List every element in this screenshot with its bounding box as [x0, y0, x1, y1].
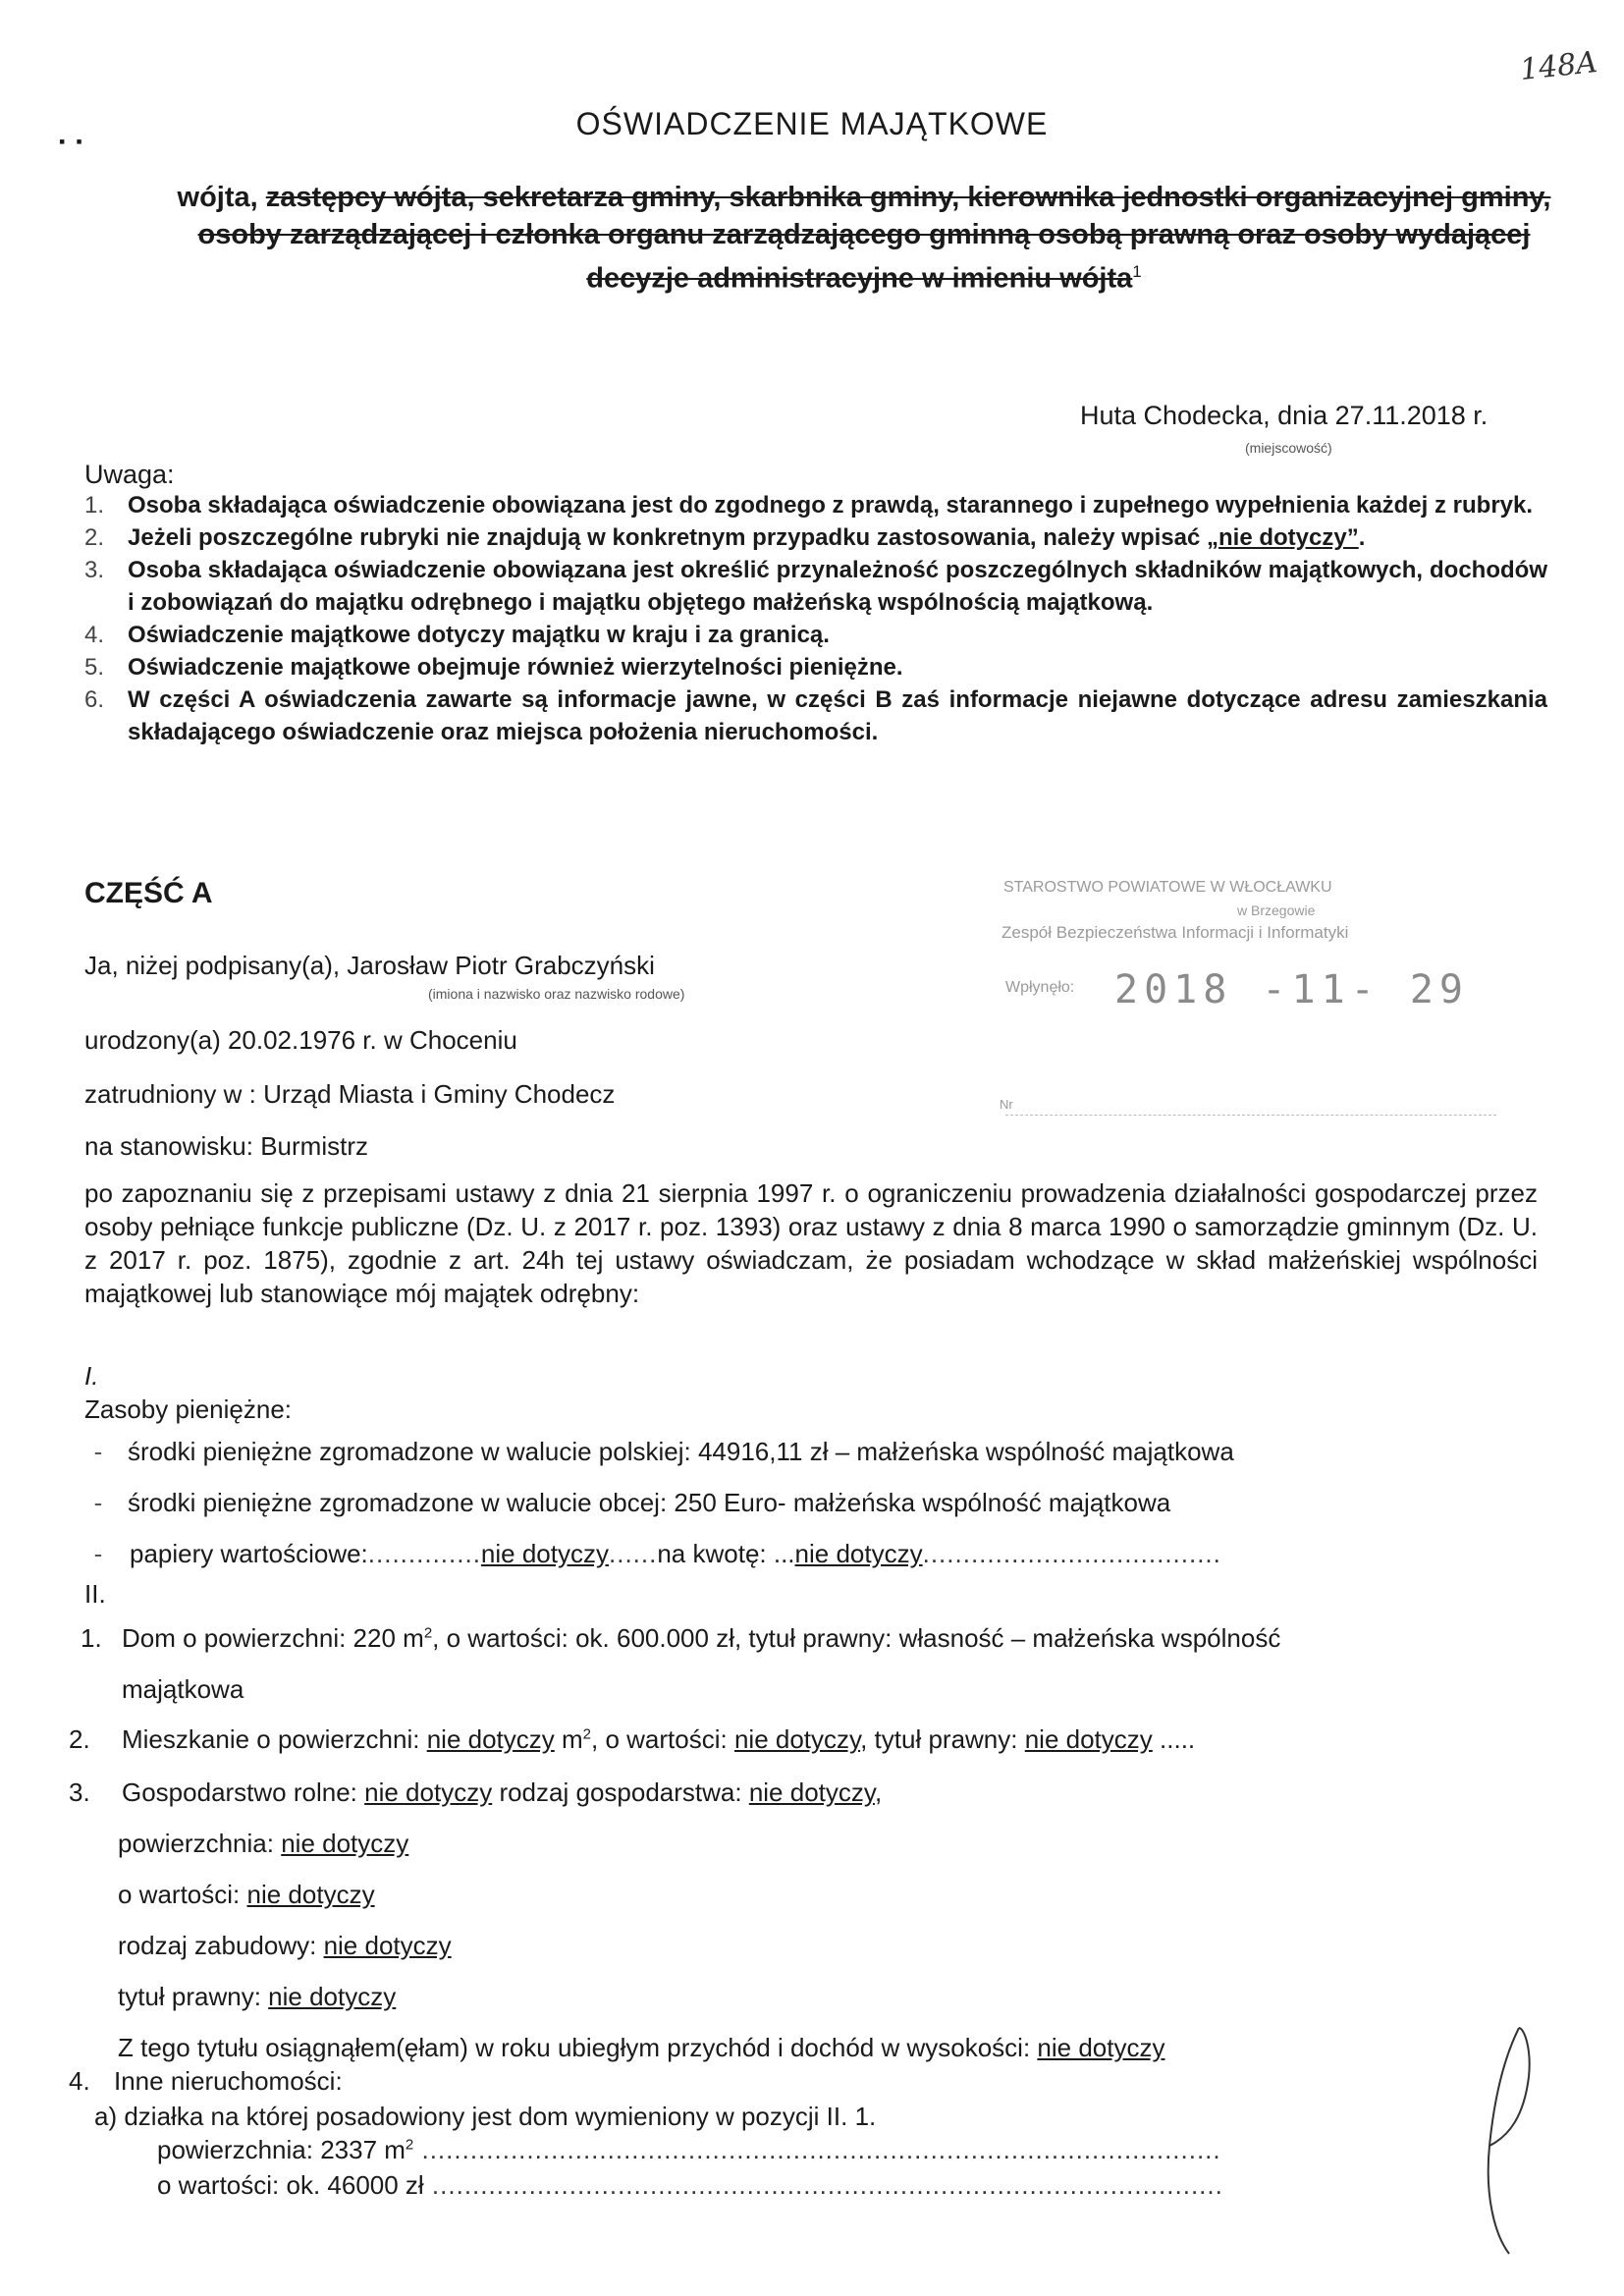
dot-fill: ......	[609, 1538, 658, 1568]
note-number: 2.	[84, 524, 105, 551]
document-title: OŚWIADCZENIE MAJĄTKOWE	[575, 106, 1049, 141]
superscript: 2	[405, 2136, 414, 2154]
section-1-number: I.	[84, 1361, 99, 1391]
dot-fill: ...................................................................................................	[413, 2135, 1221, 2164]
flat-line	[122, 1724, 1195, 1755]
farm-worth: nie dotyczy	[246, 1880, 375, 1909]
punctuation: ,	[874, 1777, 883, 1807]
plot-description: a) działka na której posadowiony jest dom wymieniony w pozycji II. 1.	[94, 2102, 877, 2131]
farm-income-line	[118, 2033, 1164, 2063]
farm-income-label: Z tego tytułu osiągnąłem(ęłam) w roku ubiegłym przychód i dochód w wysokości:	[118, 2033, 1038, 2062]
signature-initial	[1465, 2018, 1543, 2264]
note-item	[84, 489, 1547, 521]
note-text: Osoba składająca oświadczenie obowiązana jest do zgodnego z prawdą, starannego i zupełnego wypełnienia każdej z rubryk.	[128, 492, 1534, 519]
birth-info: urodzony(a) 20.02.1976 r. w Choceniu	[84, 1025, 517, 1055]
section-2-number: II.	[84, 1579, 106, 1609]
stamp-date: 2018 -11- 29	[1114, 967, 1469, 1012]
farm-building: nie dotyczy	[323, 1931, 452, 1960]
note-text: W części A oświadczenia zawarte są informacje jawne, w części B zaś informacje niejawne dotyczące adresu zamieszkania składającego oświadczenie oraz miejsca położenia nieruchomości.	[128, 686, 1547, 745]
note-text-part: Jeżeli poszczególne rubryki nie znajdują w konkretnym przypadku zastosowania, należy wpisać	[128, 524, 1207, 551]
farm-value-label: o wartości:	[118, 1880, 247, 1909]
farm-area-line	[118, 1829, 408, 1859]
farm-type-label: rodzaj gospodarstwa:	[492, 1777, 749, 1807]
farm-income: nie dotyczy	[1037, 2033, 1165, 2062]
heading-first-word: wójta,	[177, 182, 258, 213]
other-property-label: Inne nieruchomości:	[114, 2066, 343, 2096]
dot-fill: .....................................	[922, 1538, 1221, 1568]
flat-title: nie dotyczy	[1024, 1724, 1153, 1754]
note-text-part: .	[1358, 524, 1366, 551]
note-item	[84, 651, 1547, 683]
stamp-number-label: Nr	[1000, 1097, 1013, 1112]
cash-list	[69, 1426, 1542, 1579]
bullet-dash: -	[93, 1436, 103, 1466]
section-1-label: Zasoby pieniężne:	[84, 1394, 293, 1424]
flat-title-label: , tytuł prawny:	[860, 1724, 1025, 1754]
stamp-received-label: Wpłynęło:	[1005, 979, 1075, 996]
note-number: 4.	[84, 622, 105, 648]
position-info: na stanowisku: Burmistrz	[84, 1131, 368, 1161]
farm-building-label: rodzaj zabudowy:	[118, 1931, 324, 1960]
farm-value-line	[118, 1880, 375, 1910]
securities-label: papiery wartościowe:	[130, 1538, 368, 1568]
flat-area: nie dotyczy	[426, 1724, 555, 1754]
note-number: 3.	[84, 557, 105, 583]
cash-pln-row	[69, 1426, 1542, 1477]
notes-label: Uwaga:	[84, 460, 175, 489]
declarant-caption: (imiona i nazwisko oraz nazwisko rodowe)	[428, 986, 685, 1002]
farm-area-label: powierzchnia:	[118, 1829, 282, 1858]
employment-info: zatrudniony w : Urząd Miasta i Gminy Chodecz	[84, 1079, 616, 1109]
amount-label: na kwotę: ...	[657, 1538, 795, 1568]
superscript: 2	[423, 1624, 433, 1642]
cash-pln: środki pieniężne zgromadzone w walucie polskiej: 44916,11 zł – małżeńska wspólność majątkowa	[128, 1436, 1234, 1466]
stamp-line	[1005, 1115, 1496, 1116]
farm-type: nie dotyczy	[748, 1777, 875, 1807]
bullet-dash: -	[93, 1538, 103, 1568]
farm-title-line	[118, 1982, 396, 2012]
farm-area: nie dotyczy	[281, 1829, 409, 1858]
securities-value: nie dotyczy	[480, 1538, 609, 1568]
dot-fill: ..................................................................................................	[423, 2170, 1223, 2200]
plot-area: powierzchnia: 2337 m	[157, 2135, 406, 2164]
farm-title: nie dotyczy	[268, 1982, 397, 2011]
declarant-line	[84, 951, 655, 981]
heading-footnote: 1	[1132, 262, 1142, 281]
dot-fill: ..............	[367, 1538, 481, 1568]
note-item	[84, 619, 1547, 651]
stamp-team: Zespół Bezpieczeństwa Informacji i Informatyki	[1001, 923, 1349, 942]
flat-label: Mieszkanie o powierzchni:	[122, 1724, 427, 1754]
received-stamp	[992, 869, 1581, 1129]
bullet-dash: -	[93, 1487, 103, 1517]
house-continuation: majątkowa	[122, 1674, 244, 1704]
plot-area-line	[157, 2135, 1221, 2165]
item-2-number: 2.	[69, 1724, 90, 1754]
note-number: 6.	[84, 686, 105, 713]
cash-foreign-row	[69, 1477, 1542, 1528]
flat-value-label: , o wartości:	[591, 1724, 734, 1754]
house-text-rest: , o wartości: ok. 600.000 zł, tytuł prawny: własność – małżeńska wspólność	[432, 1623, 1281, 1653]
statement-paragraph: po zapoznaniu się z przepisami ustawy z dnia 21 sierpnia 1997 r. o ograniczeniu prowadzenia działalności gospodarczej przez osoby pełniące funkcje publiczne (Dz. U. z 2017 r. poz. 1393) oraz ustawy z dnia 8 marca 1990 o samorządzie gminnym (Dz. U. z 2017 r. poz. 1875), zgodnie z art. 24h tej ustawy oświadczam, że posiadam wchodzące w skład małżeńskiej wspólności majątkowej lub stanowiące mój majątek odrębny:	[84, 1178, 1538, 1308]
amount-value: nie dotyczy	[794, 1538, 923, 1568]
part-a-heading: CZĘŚĆ A	[84, 877, 213, 909]
declarant-prefix: Ja, niżej podpisany(a),	[84, 951, 348, 980]
house-line	[122, 1623, 1280, 1654]
plot-value: o wartości: ok. 46000 zł	[157, 2170, 424, 2200]
note-text: Oświadczenie majątkowe dotyczy majątku w kraju i za granicą.	[128, 622, 830, 648]
securities-row	[69, 1528, 1542, 1579]
farm-building-line	[118, 1931, 452, 1961]
declarant-name: Jarosław Piotr Grabczyński	[347, 951, 655, 980]
item-4-number: 4.	[69, 2066, 90, 2096]
plot-value-line	[157, 2170, 1223, 2201]
cash-foreign: środki pieniężne zgromadzone w walucie obcej: 250 Euro- małżeńska wspólność majątkowa	[128, 1487, 1171, 1517]
item-1-number: 1.	[81, 1623, 102, 1653]
note-text: Oświadczenie majątkowe obejmuje również wierzytelności pieniężne.	[128, 654, 903, 681]
stamp-location: w Brzegowie	[1237, 902, 1316, 918]
superscript: 2	[582, 1725, 592, 1743]
note-text: Osoba składająca oświadczenie obowiązana jest określić przynależność poszczególnych składników majątkowych, dochodów i zobowiązań do majątku odrębnego i majątku objętego małżeńską wspólnością majątkową.	[128, 557, 1547, 616]
house-text: Dom o powierzchni: 220 m	[122, 1623, 424, 1653]
heading-struck-text: zastępcy wójta, sekretarza gminy, skarbnika gminy, kierownika jednostki organizacyjnej gminy, osoby zarządzającej i członka organu zarządzającego gminną osobą prawną oraz osoby wydającej decyzje administracyjne w imieniu wójta	[197, 182, 1551, 295]
scan-dots: ▪ ▪	[59, 132, 85, 151]
note-underlined: „nie dotyczy”	[1207, 524, 1359, 551]
farm-line	[122, 1777, 882, 1808]
note-number: 5.	[84, 654, 105, 681]
note-number: 1.	[84, 492, 105, 519]
farm-value: nie dotyczy	[364, 1777, 493, 1807]
note-text	[128, 521, 1547, 554]
dot-fill: .....	[1152, 1724, 1196, 1754]
place-and-date: Huta Chodecka, dnia 27.11.2018 r.	[1080, 401, 1489, 430]
notes-list	[84, 489, 1547, 748]
farm-label: Gospodarstwo rolne:	[122, 1777, 365, 1807]
flat-value: nie dotyczy	[733, 1724, 861, 1754]
stamp-office: STAROSTWO POWIATOWE W WŁOCŁAWKU	[1003, 879, 1332, 896]
document-heading	[167, 179, 1561, 298]
place-caption: (miejscowość)	[1245, 440, 1332, 456]
note-item	[84, 554, 1547, 619]
item-3-number: 3.	[69, 1777, 90, 1807]
flat-unit: m	[554, 1724, 583, 1754]
note-item	[84, 521, 1547, 554]
note-item	[84, 683, 1547, 748]
farm-title-label: tytuł prawny:	[118, 1982, 269, 2011]
page-number: 148A	[1518, 44, 1599, 88]
